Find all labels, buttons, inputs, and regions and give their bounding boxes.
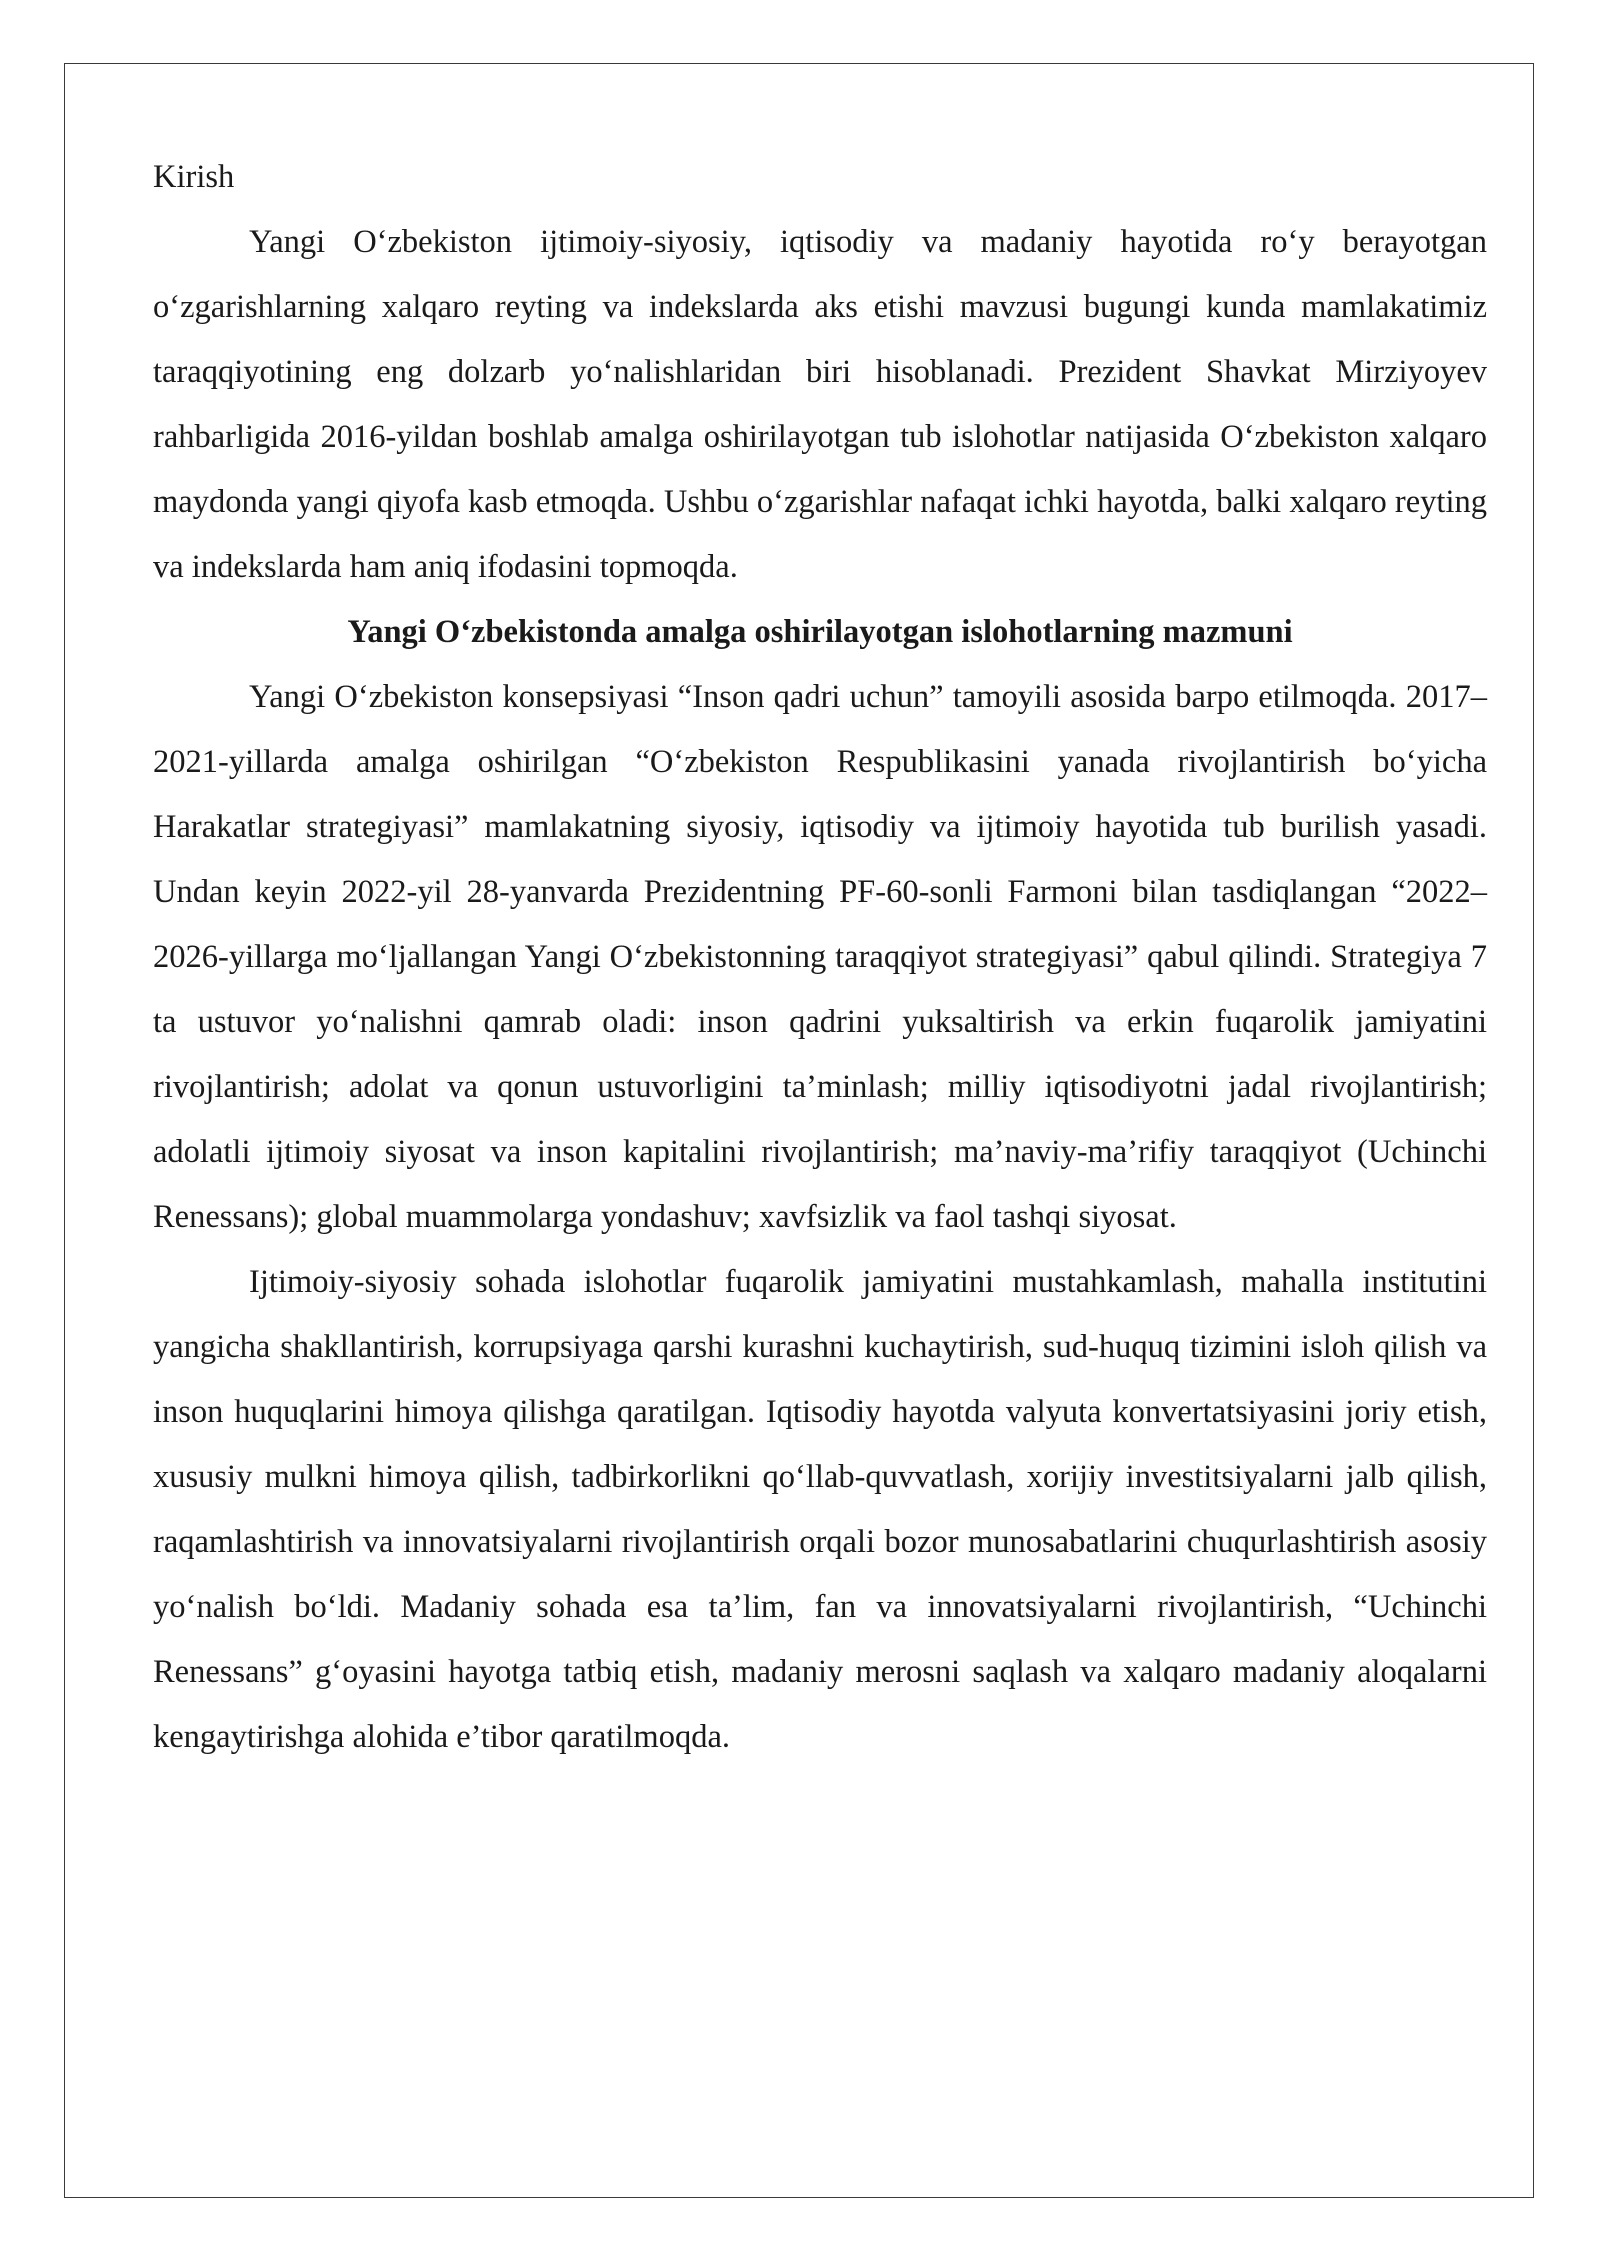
- section-heading: Yangi O‘zbekistonda amalga oshirilayotgan islohotlarning mazmuni: [347, 614, 1293, 650]
- document-body: [153, 145, 1487, 1770]
- body-paragraph-3: Ijtimoiy-siyosiy sohada islohotlar fuqarolik jamiyatini mustahkamlash, mahalla institutini yangicha shakllantirish, korrupsiyaga qarshi kurashni kuchaytirish, sud-huquq tizimini isloh qilish va inson huquqlarini himoya qilishga qaratilgan. Iqtisodiy hayotda valyuta konvertatsiyasini joriy etish, xususiy mulkni himoya qilish, tadbirkorlikni qo‘llab-quvvatlash, xorijiy investitsiyalarni jalb qilish, raqamlashtirish va innovatsiyalarni rivojlantirish orqali bozor munosabatlarini chuqurlashtirish asosiy yo‘nalish bo‘ldi. Madaniy sohada esa ta’lim, fan va innovatsiyalarni rivojlantirish, “Uchinchi Renessans” g‘oyasini hayotga tatbiq etish, madaniy merosni saqlash va xalqaro madaniy aloqalarni kengaytirishga alohida e’tibor qaratilmoqda.: [153, 1264, 1487, 1755]
- body-paragraph-2: Yangi O‘zbekiston konsepsiyasi “Inson qadri uchun” tamoyili asosida barpo etilmoqda. 2017–2021-yillarda amalga oshirilgan “O‘zbekiston Respublikasini yanada rivojlantirish bo‘yicha Harakatlar strategiyasi” mamlakatning siyosiy, iqtisodiy va ijtimoiy hayotida tub burilish yasadi. Undan keyin 2022-yil 28-yanvarda Prezidentning PF-60-sonli Farmoni bilan tasdiqlangan “2022–2026-yillarga mo‘ljallangan Yangi O‘zbekistonning taraqqiyot strategiyasi” qabul qilindi. Strategiya 7 ta ustuvor yo‘nalishni qamrab oladi: inson qadrini yuksaltirish va erkin fuqarolik jamiyatini rivojlantirish; adolat va qonun ustuvorligini ta’minlash; milliy iqtisodiyotni jadal rivojlantirish; adolatli ijtimoiy siyosat va inson kapitalini rivojlantirish; ma’naviy-ma’rifiy taraqqiyot (Uchinchi Renessans); global muammolarga yondashuv; xavfsizlik va faol tashqi siyosat.: [153, 679, 1487, 1235]
- intro-paragraph: Yangi O‘zbekiston ijtimoiy-siyosiy, iqtisodiy va madaniy hayotida ro‘y berayotgan o‘zgarishlarning xalqaro reyting va indekslarda aks etishi mavzusi bugungi kunda mamlakatimiz taraqqiyotining eng dolzarb yo‘nalishlaridan biri hisoblanadi. Prezident Shavkat Mirziyoyev rahbarligida 2016-yildan boshlab amalga oshirilayotgan tub islohotlar natijasida O‘zbekiston xalqaro maydonda yangi qiyofa kasb etmoqda. Ushbu o‘zgarishlar nafaqat ichki hayotda, balki xalqaro reyting va indekslarda ham aniq ifodasini topmoqda.: [153, 224, 1487, 585]
- intro-heading: Kirish: [153, 159, 235, 195]
